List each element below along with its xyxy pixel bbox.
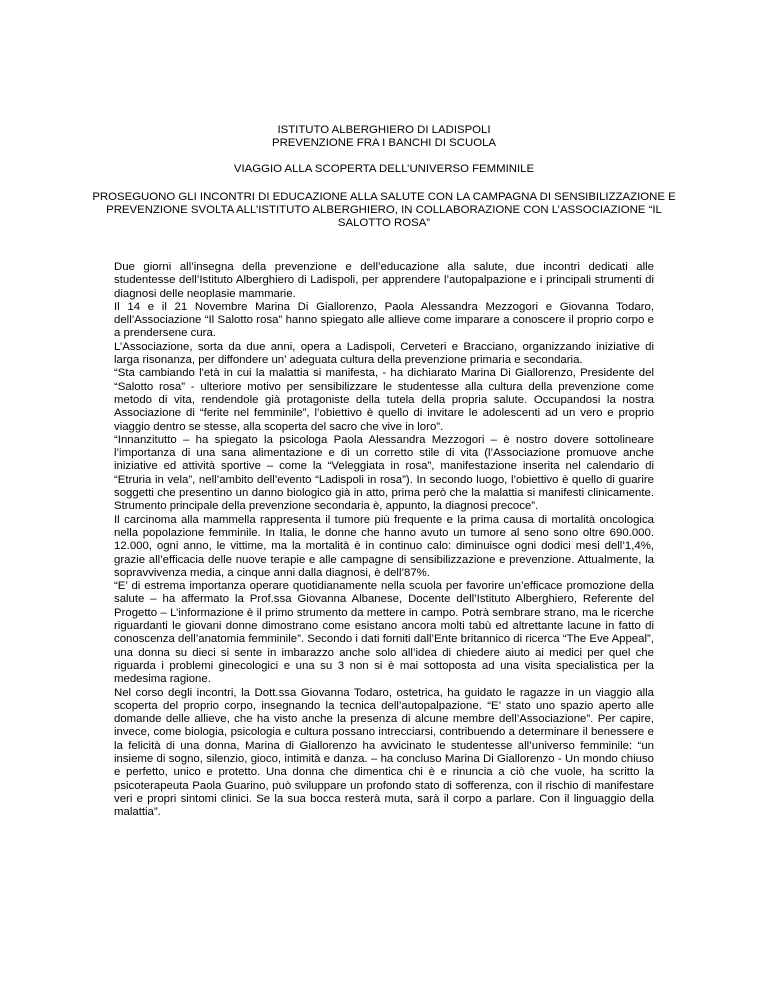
header-spacer bbox=[60, 150, 708, 163]
article-subhead-line-2: PREVENZIONE SVOLTA ALL’ISTITUTO ALBERGHIERO, IN COLLABORAZIONE CON L’ASSOCIAZIONE “IL bbox=[106, 203, 662, 216]
article-subhead-line-1: PROSEGUONO GLI INCONTRI DI EDUCAZIONE ALLA SALUTE CON LA CAMPAGNA DI SENSIBILIZZAZIONE E bbox=[92, 190, 676, 203]
article-title: VIAGGIO ALLA SCOPERTA DELL’UNIVERSO FEMMINILE bbox=[233, 163, 535, 176]
header-subtitle: PREVENZIONE FRA I BANCHI DI SCUOLA bbox=[271, 137, 497, 150]
paragraph: Il carcinoma alla mammella rappresenta il tumore più frequente e la prima causa di mortalità oncologica nella popolazione femminile. In Italia, le donne che hanno avuto un tumore al seno sono oltre 690.000. 12.000, ogni anno, le vittime, ma la mortalità è in continuo calo: diminuisce ogni dodici mesi dell’1,4%, grazie all’efficacia delle nuove terapie e alle campagne di sensibilizzazione e prevenzione. Attualmente, la sopravvivenza media, a cinque anni dalla diagnosi, è dell’87%. bbox=[114, 513, 654, 579]
header-spacer bbox=[60, 177, 708, 191]
paragraph: “Innanzitutto – ha spiegato la psicologa Paola Alessandra Mezzogori – è nostro dovere sottolineare l’importanza di una sana alimentazione e di un corretto stile di vita (l’Associazione promuove anche iniziative ed attività sportive – come la “Veleggiata in rosa”, manifestazione inserita nel calendario di “Etruria in vela”, nell’ambito dell’evento “Ladispoli in rosa”). In secondo luogo, l’obiettivo è quello di guarire soggetti che presentino un danno biologico già in atto, prima però che la malattia si manifesti clinicamente. Strumento principale della prevenzione secondaria è, appunto, la diagnosi precoce”. bbox=[114, 433, 654, 513]
paragraph: Nel corso degli incontri, la Dott.ssa Giovanna Todaro, ostetrica, ha guidato le ragazze in un viaggio alla scoperta del proprio corpo, insegnando la tecnica dell’autopalpazione. “E’ stato uno spazio aperto alle domande delle allieve, che ha visto anche la presenza di alcune membre dell’Associazione”. Per capire, invece, come biologia, psicologia e cultura possano intrecciarsi, contribuendo a determinare il benessere e la felicità di una donna, Marina di Giallorenzo ha avvicinato le studentesse all’universo femminile: “un insieme di sogno, silenzio, gioco, intimità e danza. – ha concluso Marina Di Giallorenzo - Un mondo chiuso e perfetto, unico e protetto. Una donna che dimentica chi è e rinuncia a ciò che vuole, ha scritto la psicoterapeuta Paola Guarino, può sviluppare un profondo stato di sofferenza, con il rischio di manifestare veri e propri sintomi clinici. Se la sua bocca resterà muta, sarà il corpo a parlare. Con il linguaggio della malattia”. bbox=[114, 686, 654, 819]
paragraph: Due giorni all’insegna della prevenzione e dell’educazione alla salute, due incontri dedicati alle studentesse dell’Istituto Alberghiero di Ladispoli, per apprendere l’autopalpazione e i principali strumenti di diagnosi delle neoplasie mammarie. bbox=[114, 261, 654, 300]
document-header bbox=[60, 124, 708, 230]
school-name: ISTITUTO ALBERGHIERO DI LADISPOLI bbox=[277, 124, 491, 136]
article-body bbox=[114, 261, 654, 819]
paragraph: “E’ di estrema importanza operare quotidianamente nella scuola per favorire un’efficace promozione della salute – ha affermato la Prof.ssa Giovanna Albanese, Docente dell’Istituto Alberghiero, Referente del Progetto – L’informazione è il primo strumento da mettere in campo. Potrà sembrare strano, ma le ricerche riguardanti le giovani donne dimostrano come esistano ancora molti tabù ed altrettante lacune in fatto di conoscenza dell’anatomia femminile”. Secondo i dati forniti dall’Ente britannico di ricerca “The Eve Appeal”, una donna su dieci si sente in imbarazzo anche solo all’idea di chiedere aiuto ai medici per quel che riguarda i problemi ginecologici e una su 3 non si è mai sottoposta ad una visita specialistica per la medesima ragione. bbox=[114, 580, 654, 686]
paragraph: L’Associazione, sorta da due anni, opera a Ladispoli, Cerveteri e Bracciano, organizzando iniziative di larga risonanza, per diffondere un’ adeguata cultura della prevenzione primaria e secondaria. bbox=[114, 340, 654, 367]
paragraph: Il 14 e il 21 Novembre Marina Di Giallorenzo, Paola Alessandra Mezzogori e Giovanna Todaro, dell’Associazione “Il Salotto rosa” hanno spiegato alle allieve come imparare a conoscere il proprio corpo e a prendersene cura. bbox=[114, 300, 654, 340]
paragraph: “Sta cambiando l'età in cui la malattia si manifesta, - ha dichiarato Marina Di Giallorenzo, Presidente del “Salotto rosa” - ulteriore motivo per sensibilizzare le studentesse alla cultura della prevenzione come metodo di vita, rendendole già protagoniste della tutela della propria salute. Occupandosi la nostra Associazione di “ferite nel femminile”, l’obiettivo è quello di invitare le adolescenti ad un vero e proprio viaggio dentro se stesse, alla scoperta del sacro che vive in loro”. bbox=[114, 367, 654, 433]
article-subhead-line-3: SALOTTO ROSA” bbox=[337, 217, 431, 230]
